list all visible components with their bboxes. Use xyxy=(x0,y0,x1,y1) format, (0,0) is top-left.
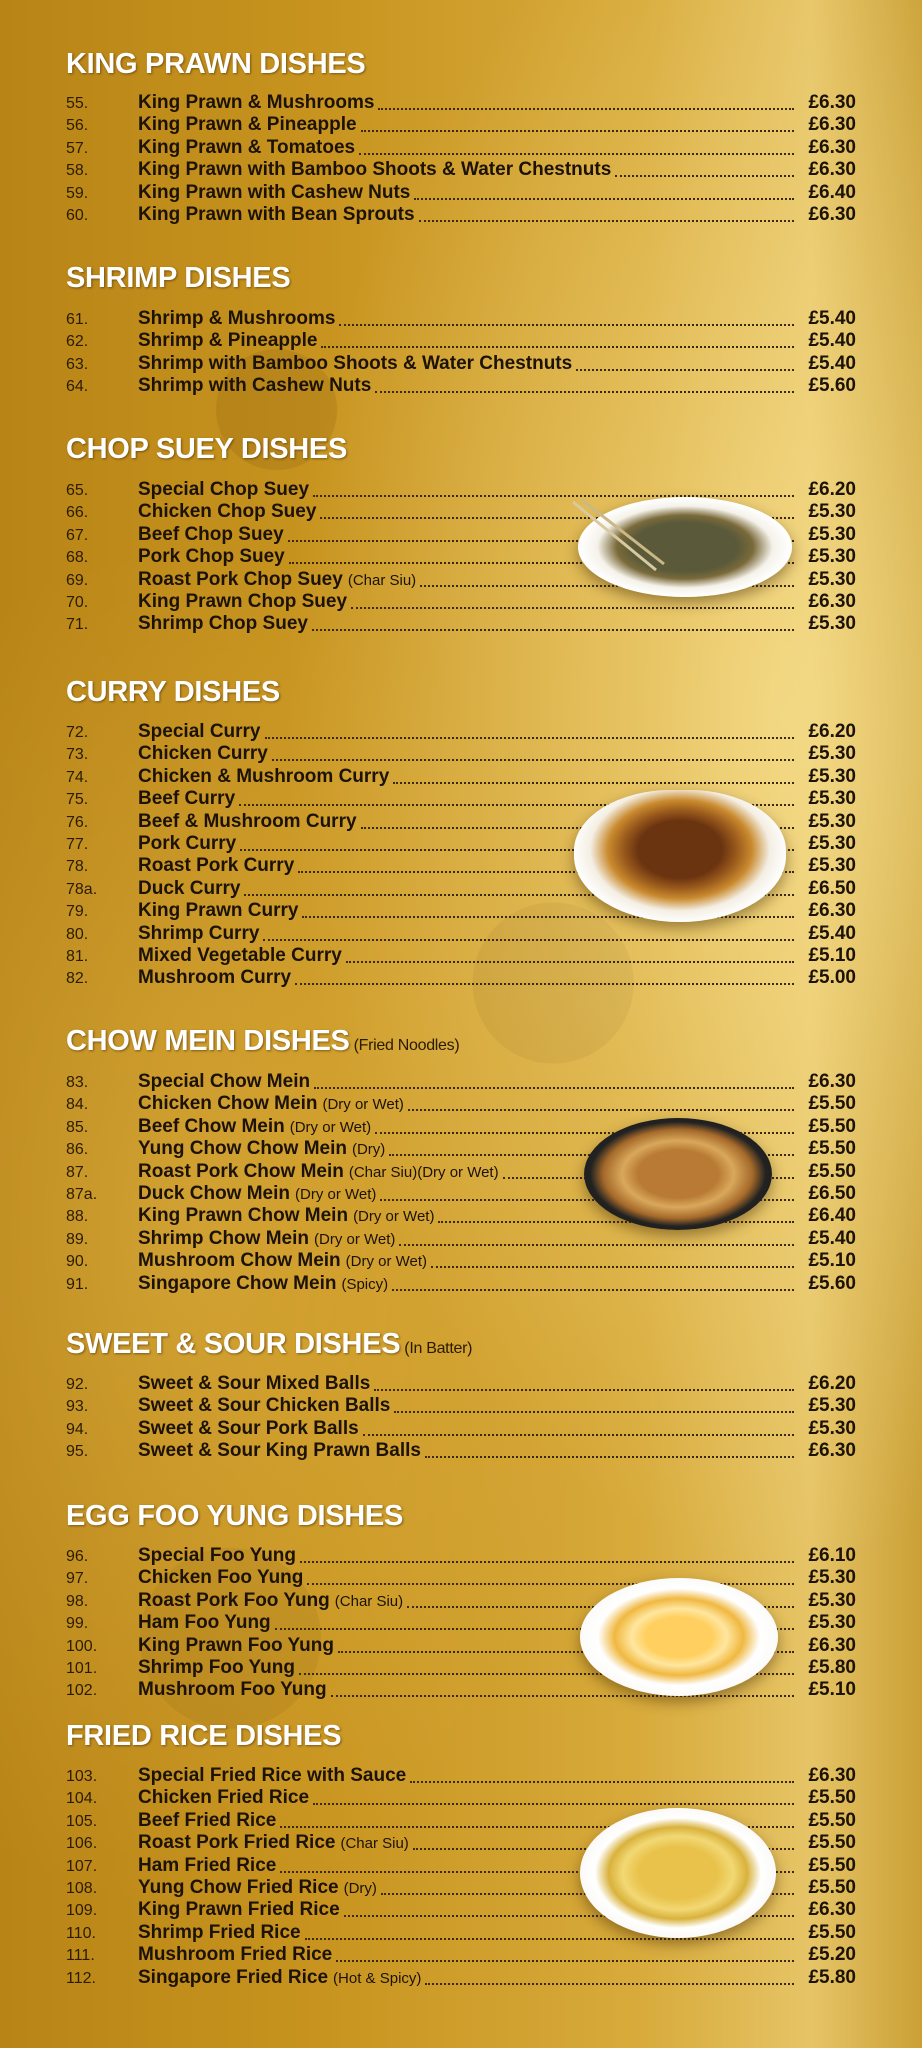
item-name: King Prawn & Tomatoes xyxy=(138,136,356,158)
item-price: £5.30 xyxy=(808,810,856,832)
item-name: Ham Foo Yung xyxy=(138,1612,271,1634)
menu-item xyxy=(66,137,856,159)
dot-leader xyxy=(399,1243,794,1246)
item-name: Pork Curry xyxy=(138,833,237,854)
menu-item xyxy=(66,591,856,613)
dot-leader xyxy=(305,1937,794,1940)
item-name: Special Chop Suey xyxy=(138,479,310,500)
item-price: £5.50 xyxy=(808,1854,856,1876)
item-name: King Prawn with Bamboo Shoots & Water Chestnuts xyxy=(138,159,612,181)
item-note: (Dry or Wet) xyxy=(289,1118,372,1136)
item-price: £5.30 xyxy=(808,765,856,787)
item-number: 64. xyxy=(66,378,89,396)
dot-leader xyxy=(359,152,794,155)
menu-item xyxy=(66,721,856,743)
item-price: £5.80 xyxy=(808,1966,856,1988)
item-number: 98. xyxy=(66,1592,89,1610)
item-price: £5.30 xyxy=(808,523,856,545)
item-number: 109. xyxy=(66,1902,98,1920)
item-price: £5.10 xyxy=(808,945,856,966)
item-name: Shrimp Foo Yung xyxy=(138,1657,295,1678)
item-number: 84. xyxy=(66,1096,89,1114)
dot-leader xyxy=(361,129,794,132)
item-price: £5.30 xyxy=(808,855,856,877)
item-number: 100. xyxy=(66,1637,98,1655)
dot-leader xyxy=(374,1388,794,1391)
dot-leader xyxy=(615,174,794,177)
item-number: 108. xyxy=(66,1880,98,1897)
menu-item xyxy=(66,613,856,635)
item-price: £6.20 xyxy=(808,479,856,500)
item-number: 66. xyxy=(66,504,89,522)
item-price: £6.30 xyxy=(808,1634,856,1656)
item-number: 80. xyxy=(66,925,89,943)
item-price: £5.40 xyxy=(808,1227,856,1249)
item-name: Shrimp with Cashew Nuts xyxy=(138,375,372,397)
menu-item xyxy=(66,1093,856,1115)
item-number: 61. xyxy=(66,311,89,328)
menu-item xyxy=(66,1787,856,1809)
item-name: Shrimp Curry xyxy=(138,922,260,944)
item-name: Sweet & Sour King Prawn Balls xyxy=(138,1440,421,1462)
item-number: 57. xyxy=(66,139,89,157)
item-number: 87a. xyxy=(66,1186,98,1203)
chow-mein-dish-image xyxy=(584,1118,772,1230)
item-price: £6.50 xyxy=(808,1183,856,1204)
item-number: 78a. xyxy=(66,880,98,898)
item-price: £5.40 xyxy=(808,922,856,944)
item-price: £6.40 xyxy=(808,181,856,203)
menu-item xyxy=(66,308,856,330)
item-name: Chicken Fried Rice xyxy=(138,1787,310,1809)
section-title-text: SWEET & SOUR DISHES xyxy=(66,1328,401,1360)
item-name: Mixed Vegetable Curry xyxy=(138,945,342,966)
item-price: £5.50 xyxy=(808,1877,856,1898)
item-name: Beef Curry xyxy=(138,788,236,810)
item-number: 88. xyxy=(66,1208,89,1226)
item-name: Special Curry xyxy=(138,721,261,742)
item-note: (Dry or Wet) xyxy=(314,1230,396,1248)
dot-leader xyxy=(346,960,794,963)
item-price: £6.30 xyxy=(808,1765,856,1786)
item-note: (Dry or Wet) xyxy=(353,1208,435,1226)
item-name: Special Fried Rice with Sauce xyxy=(138,1765,407,1786)
item-name: Ham Fried Rice xyxy=(138,1854,277,1876)
dot-leader xyxy=(419,219,794,222)
item-number: 75. xyxy=(66,791,89,809)
dot-leader xyxy=(576,368,794,371)
item-number: 77. xyxy=(66,836,89,853)
item-number: 82. xyxy=(66,970,89,988)
item-name: Chicken Curry xyxy=(138,743,268,765)
item-number: 85. xyxy=(66,1118,89,1136)
dot-leader xyxy=(272,758,794,761)
item-note: (Char Siu) xyxy=(340,1835,409,1853)
menu-item xyxy=(66,1395,856,1417)
item-number: 81. xyxy=(66,948,89,965)
item-name: Beef & Mushroom Curry xyxy=(138,810,357,832)
item-number: 89. xyxy=(66,1230,89,1248)
item-number: 92. xyxy=(66,1376,89,1393)
item-note: (Dry or Wet) xyxy=(322,1096,404,1114)
menu-item xyxy=(66,1944,856,1966)
item-number: 56. xyxy=(66,117,89,135)
dot-leader xyxy=(263,938,794,941)
chopsticks-icon xyxy=(568,498,668,578)
item-price: £6.30 xyxy=(808,136,856,158)
item-price: £6.30 xyxy=(808,159,856,181)
item-price: £5.50 xyxy=(808,1832,856,1854)
menu-item xyxy=(66,353,856,375)
section-note: (Fried Noodles) xyxy=(353,1037,460,1054)
item-name: Pork Chop Suey xyxy=(138,546,285,568)
item-name: Shrimp & Mushrooms xyxy=(138,308,336,329)
item-price: £5.00 xyxy=(808,967,856,989)
item-name: Chicken Foo Yung xyxy=(138,1567,304,1589)
dot-leader xyxy=(312,628,794,631)
menu-item xyxy=(66,159,856,181)
item-note: (Dry) xyxy=(351,1141,386,1159)
item-price: £5.50 xyxy=(808,1787,856,1809)
menu-item xyxy=(66,1567,856,1589)
curry-dish-image xyxy=(574,790,786,922)
item-number: 78. xyxy=(66,858,89,876)
menu-item xyxy=(66,1440,856,1462)
item-number: 76. xyxy=(66,813,89,831)
item-name: Mushroom Chow Mein xyxy=(138,1250,341,1272)
dot-leader xyxy=(410,1780,794,1783)
item-name: Sweet & Sour Chicken Balls xyxy=(138,1395,391,1417)
item-number: 104. xyxy=(66,1790,98,1808)
item-number: 69. xyxy=(66,571,89,589)
item-name: King Prawn Chow Mein xyxy=(138,1205,349,1227)
dot-leader xyxy=(351,606,794,609)
dot-leader xyxy=(438,1220,794,1223)
item-note: (Dry or Wet) xyxy=(345,1253,428,1271)
item-note: (Char Siu)(Dry or Wet) xyxy=(348,1163,499,1181)
item-price: £5.40 xyxy=(808,330,856,352)
item-number: 60. xyxy=(66,207,89,224)
menu-item xyxy=(66,479,856,501)
section-title-text: CHOP SUEY DISHES xyxy=(66,433,347,465)
item-name: Mushroom Foo Yung xyxy=(138,1679,327,1701)
dot-leader xyxy=(336,1959,794,1962)
item-price: £5.30 xyxy=(808,501,856,523)
section-title-text: CHOW MEIN DISHES xyxy=(66,1025,350,1057)
item-number: 94. xyxy=(66,1420,89,1438)
item-note: (Dry) xyxy=(343,1880,377,1897)
item-name: Roast Pork Foo Yung xyxy=(138,1589,330,1611)
section-title xyxy=(66,1025,459,1058)
item-price: £5.30 xyxy=(808,546,856,568)
item-name: Chicken Chow Mein xyxy=(138,1093,318,1115)
item-number: 101. xyxy=(66,1660,98,1677)
item-name: Yung Chow Fried Rice xyxy=(138,1877,339,1898)
menu-item xyxy=(66,1228,856,1250)
item-price: £6.30 xyxy=(808,92,856,113)
item-price: £5.50 xyxy=(808,1093,856,1115)
dot-leader xyxy=(425,1982,794,1985)
item-name: King Prawn & Pineapple xyxy=(138,114,357,136)
item-price: £5.50 xyxy=(808,1809,856,1831)
dot-leader xyxy=(392,1288,794,1291)
dot-leader xyxy=(408,1108,794,1111)
item-price: £6.10 xyxy=(808,1545,856,1566)
item-name: Roast Pork Chow Mein xyxy=(138,1160,344,1182)
item-note: (Char Siu) xyxy=(334,1592,404,1610)
item-price: £6.40 xyxy=(808,1205,856,1227)
item-name: Duck Curry xyxy=(138,877,241,899)
menu-item xyxy=(66,1765,856,1787)
item-price: £6.30 xyxy=(808,1440,856,1462)
item-number: 97. xyxy=(66,1570,89,1588)
item-price: £5.40 xyxy=(808,308,856,329)
item-name: Beef Chop Suey xyxy=(138,523,284,545)
dot-leader xyxy=(313,494,794,497)
section-title xyxy=(66,1328,472,1361)
menu-item xyxy=(66,330,856,352)
item-name: King Prawn Chop Suey xyxy=(138,591,348,612)
dot-leader xyxy=(431,1265,794,1268)
dot-leader xyxy=(375,390,794,393)
item-number: 105. xyxy=(66,1812,98,1830)
dot-leader xyxy=(378,107,794,110)
item-number: 74. xyxy=(66,768,89,786)
item-number: 95. xyxy=(66,1443,89,1461)
dot-leader xyxy=(339,323,794,326)
item-number: 67. xyxy=(66,526,89,544)
item-name: Singapore Fried Rice xyxy=(138,1966,329,1988)
item-number: 87. xyxy=(66,1163,89,1181)
dot-leader xyxy=(363,1433,794,1436)
dot-leader xyxy=(313,1802,794,1805)
section-note: (In Batter) xyxy=(404,1340,473,1357)
item-name: Roast Pork Curry xyxy=(138,855,295,877)
item-number: 99. xyxy=(66,1615,89,1633)
item-price: £6.20 xyxy=(808,1373,856,1394)
item-price: £5.30 xyxy=(808,1417,856,1439)
item-number: 71. xyxy=(66,616,89,634)
item-note: (Dry or Wet) xyxy=(295,1186,377,1203)
item-name: Singapore Chow Mein xyxy=(138,1272,337,1294)
dot-leader xyxy=(393,781,794,784)
item-number: 111. xyxy=(66,1947,95,1965)
item-name: Beef Chow Mein xyxy=(138,1115,285,1137)
item-price: £5.40 xyxy=(808,352,856,374)
item-number: 79. xyxy=(66,903,89,921)
dot-leader xyxy=(321,345,794,348)
section-title xyxy=(66,1720,341,1753)
dot-leader xyxy=(394,1410,794,1413)
dot-leader xyxy=(425,1455,794,1458)
item-price: £5.60 xyxy=(808,375,856,397)
item-price: £5.30 xyxy=(808,613,856,635)
menu-item xyxy=(66,945,856,967)
item-number: 83. xyxy=(66,1074,89,1091)
menu-item xyxy=(66,1373,856,1395)
item-number: 58. xyxy=(66,162,89,180)
item-number: 102. xyxy=(66,1682,98,1700)
item-price: £6.30 xyxy=(808,1899,856,1921)
item-number: 70. xyxy=(66,594,89,611)
item-price: £5.60 xyxy=(808,1272,856,1294)
section-title xyxy=(66,1500,403,1533)
item-name: King Prawn Curry xyxy=(138,900,299,922)
item-price: £6.30 xyxy=(808,114,856,136)
item-name: Mushroom Fried Rice xyxy=(138,1944,333,1966)
dot-leader xyxy=(414,197,794,200)
foo-yung-dish-image xyxy=(580,1578,778,1696)
item-number: 86. xyxy=(66,1141,89,1159)
item-number: 106. xyxy=(66,1835,98,1853)
item-name: Sweet & Sour Mixed Balls xyxy=(138,1373,371,1394)
item-name: Chicken & Mushroom Curry xyxy=(138,765,390,787)
fried-rice-dish-image xyxy=(580,1808,776,1938)
item-number: 112. xyxy=(66,1969,96,1987)
menu-item xyxy=(66,766,856,788)
menu-item xyxy=(66,1922,856,1944)
item-price: £5.30 xyxy=(808,743,856,765)
section-title-text: EGG FOO YUNG DISHES xyxy=(66,1500,403,1532)
item-name: Mushroom Curry xyxy=(138,967,292,989)
item-name: Special Foo Yung xyxy=(138,1545,297,1566)
dot-leader xyxy=(314,1086,794,1089)
section-title xyxy=(66,262,290,295)
item-name: Duck Chow Mein xyxy=(138,1183,291,1204)
item-note: (Spicy) xyxy=(341,1275,389,1293)
item-price: £6.20 xyxy=(808,721,856,742)
menu-item xyxy=(66,92,856,114)
item-number: 107. xyxy=(66,1857,98,1875)
item-name: Chicken Chop Suey xyxy=(138,501,317,523)
menu-item xyxy=(66,114,856,136)
item-price: £5.50 xyxy=(808,1115,856,1137)
item-name: Shrimp Chop Suey xyxy=(138,613,308,635)
item-name: King Prawn with Cashew Nuts xyxy=(138,181,411,203)
item-name: Sweet & Sour Pork Balls xyxy=(138,1417,359,1439)
menu-item xyxy=(66,375,856,397)
item-price: £5.50 xyxy=(808,1160,856,1182)
item-price: £6.30 xyxy=(808,591,856,612)
dot-leader xyxy=(265,736,795,739)
item-name: King Prawn with Bean Sprouts xyxy=(138,204,415,225)
item-price: £5.30 xyxy=(808,1612,856,1634)
section-title-text: SHRIMP DISHES xyxy=(66,262,291,294)
item-price: £5.20 xyxy=(808,1944,856,1966)
menu-item xyxy=(66,1418,856,1440)
dot-leader xyxy=(300,1560,794,1563)
section-title-text: FRIED RICE DISHES xyxy=(66,1720,342,1752)
item-price: £5.30 xyxy=(808,1567,856,1589)
dot-leader xyxy=(295,982,794,985)
item-number: 68. xyxy=(66,549,89,567)
dot-leader xyxy=(331,1694,794,1697)
item-price: £5.10 xyxy=(808,1679,856,1701)
menu-item xyxy=(66,967,856,989)
item-number: 73. xyxy=(66,746,89,764)
item-price: £6.30 xyxy=(808,900,856,922)
section-title-text: KING PRAWN DISHES xyxy=(66,48,366,80)
item-name: King Prawn Foo Yung xyxy=(138,1634,334,1656)
item-name: Roast Pork Chop Suey xyxy=(138,568,343,590)
section-title xyxy=(66,433,347,466)
item-name: King Prawn & Mushrooms xyxy=(138,92,375,113)
item-number: 90. xyxy=(66,1253,89,1271)
menu-item xyxy=(66,1967,856,1989)
item-price: £6.30 xyxy=(808,1071,856,1092)
item-price: £6.50 xyxy=(808,877,856,899)
menu-item xyxy=(66,923,856,945)
item-name: Special Chow Mein xyxy=(138,1071,311,1092)
item-number: 59. xyxy=(66,184,89,202)
item-name: Beef Fried Rice xyxy=(138,1809,277,1831)
item-name: Shrimp Chow Mein xyxy=(138,1227,309,1249)
item-price: £5.30 xyxy=(808,833,856,854)
item-price: £5.80 xyxy=(808,1657,856,1678)
item-number: 55. xyxy=(66,95,89,112)
menu-item xyxy=(66,1273,856,1295)
item-number: 65. xyxy=(66,482,89,499)
item-number: 63. xyxy=(66,355,89,373)
menu-item xyxy=(66,1545,856,1567)
item-name: Shrimp & Pineapple xyxy=(138,330,318,352)
menu-item xyxy=(66,204,856,226)
item-number: 72. xyxy=(66,724,89,741)
item-number: 110. xyxy=(66,1924,96,1942)
menu-item xyxy=(66,1250,856,1272)
section-title xyxy=(66,676,280,709)
item-number: 103. xyxy=(66,1768,98,1785)
item-number: 96. xyxy=(66,1548,89,1565)
menu-item xyxy=(66,743,856,765)
item-name: Shrimp Fried Rice xyxy=(138,1921,301,1943)
item-price: £5.30 xyxy=(808,788,856,810)
item-price: £5.30 xyxy=(808,1395,856,1417)
item-price: £6.30 xyxy=(808,204,856,225)
item-name: Roast Pork Fried Rice xyxy=(138,1832,336,1854)
item-name: King Prawn Fried Rice xyxy=(138,1899,340,1921)
item-price: £5.50 xyxy=(808,1921,856,1943)
section-title xyxy=(66,48,365,81)
item-price: £5.50 xyxy=(808,1138,856,1160)
item-price: £5.30 xyxy=(808,1589,856,1611)
item-note: (Hot & Spicy) xyxy=(333,1969,422,1987)
item-name: Yung Chow Chow Mein xyxy=(138,1138,347,1160)
menu-item xyxy=(66,1071,856,1093)
item-price: £5.10 xyxy=(808,1250,856,1272)
item-number: 93. xyxy=(66,1398,89,1416)
item-name: Shrimp with Bamboo Shoots & Water Chestnuts xyxy=(138,352,573,374)
item-note: (Char Siu) xyxy=(347,571,417,589)
item-number: 62. xyxy=(66,333,89,351)
item-number: 91. xyxy=(66,1275,89,1293)
section-title-text: CURRY DISHES xyxy=(66,676,280,708)
menu-item xyxy=(66,182,856,204)
item-price: £5.30 xyxy=(808,568,856,590)
